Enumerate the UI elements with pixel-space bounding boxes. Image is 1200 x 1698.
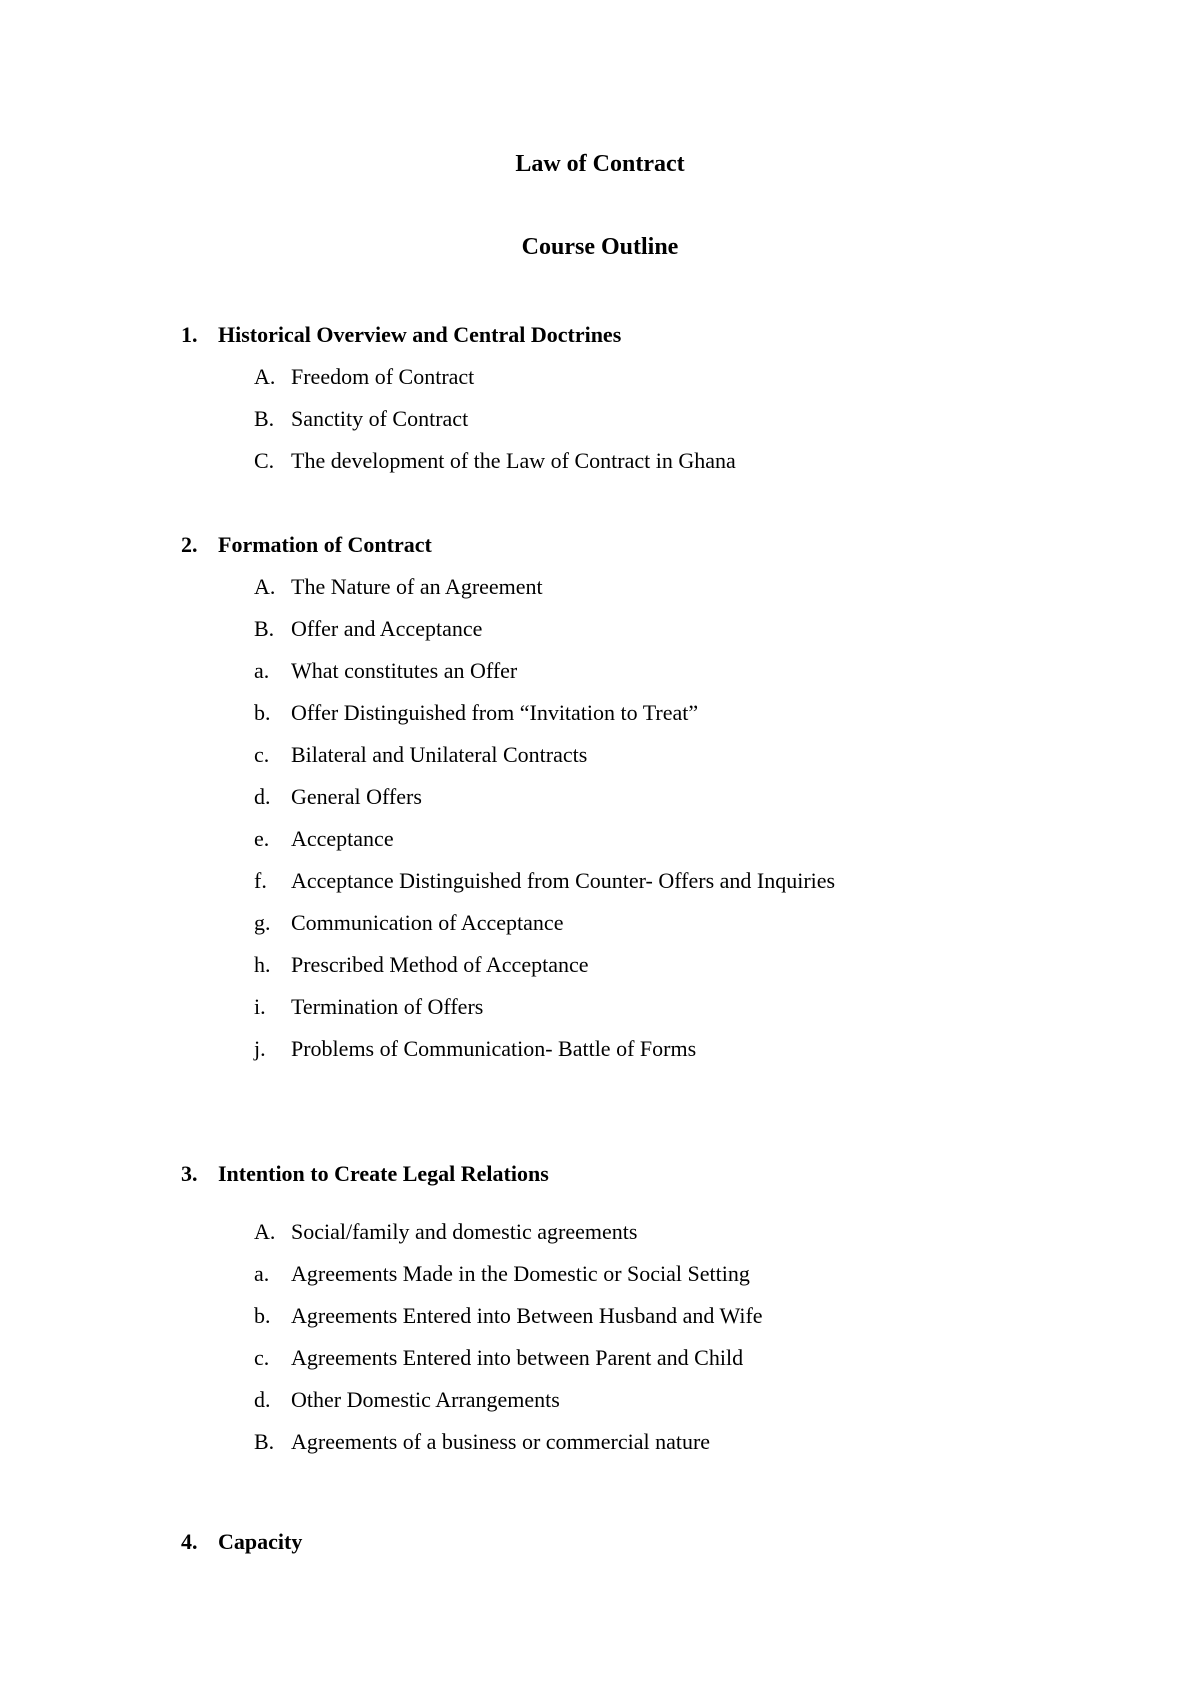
list-item-text: The development of the Law of Contract in Ghana	[291, 448, 736, 473]
document-title: Law of Contract	[515, 151, 685, 177]
list-item-text: Prescribed Method of Acceptance	[291, 952, 589, 977]
list-item-marker: c.	[254, 742, 270, 767]
list-item-text: Agreements Entered into Between Husband and Wife	[291, 1303, 763, 1328]
list-item-marker: C.	[254, 448, 275, 473]
list-item-text: Agreements Entered into between Parent and Child	[291, 1345, 744, 1370]
section-number: 2.	[181, 532, 198, 557]
list-item-text: Offer and Acceptance	[291, 616, 483, 641]
list-item-text: Communication of Acceptance	[291, 910, 564, 935]
section-number: 1.	[181, 322, 198, 347]
list-item-text: What constitutes an Offer	[291, 658, 518, 683]
list-item-marker: h.	[254, 952, 271, 977]
list-item-text: The Nature of an Agreement	[291, 574, 543, 599]
document-subtitle: Course Outline	[521, 234, 679, 260]
list-item-text: Agreements Made in the Domestic or Social Setting	[291, 1261, 750, 1286]
section-title: Capacity	[218, 1529, 303, 1554]
list-item-marker: A.	[254, 1219, 276, 1244]
section-title: Historical Overview and Central Doctrines	[218, 322, 622, 347]
list-item-text: Bilateral and Unilateral Contracts	[291, 742, 588, 767]
list-item-marker: B.	[254, 1429, 275, 1454]
list-item-marker: g.	[254, 910, 271, 935]
list-item-text: General Offers	[291, 784, 422, 809]
list-item-marker: B.	[254, 616, 275, 641]
list-item-marker: d.	[254, 1387, 271, 1412]
list-item-text: Termination of Offers	[291, 994, 484, 1019]
list-item-text: Offer Distinguished from “Invitation to Treat”	[291, 700, 699, 725]
list-item-marker: d.	[254, 784, 271, 809]
list-item-marker: j.	[254, 1036, 266, 1061]
list-item-text: Acceptance Distinguished from Counter- Offers and Inquiries	[291, 868, 836, 893]
list-item-marker: c.	[254, 1345, 270, 1370]
list-item-text: Freedom of Contract	[291, 364, 475, 389]
list-item-text: Agreements of a business or commercial nature	[291, 1429, 711, 1454]
section-title: Intention to Create Legal Relations	[218, 1161, 549, 1186]
list-item-text: Sanctity of Contract	[291, 406, 469, 431]
list-item-text: Other Domestic Arrangements	[291, 1387, 560, 1412]
list-item-marker: A.	[254, 364, 276, 389]
section-number: 3.	[181, 1161, 198, 1186]
list-item-marker: a.	[254, 1261, 270, 1286]
list-item-marker: b.	[254, 700, 271, 725]
list-item-marker: B.	[254, 406, 275, 431]
list-item-text: Problems of Communication- Battle of Forms	[291, 1036, 697, 1061]
list-item-marker: b.	[254, 1303, 271, 1328]
section-title: Formation of Contract	[218, 532, 432, 557]
list-item-marker: e.	[254, 826, 270, 851]
list-item-marker: i.	[254, 994, 266, 1019]
list-item-marker: a.	[254, 658, 270, 683]
list-item-marker: A.	[254, 574, 276, 599]
list-item-text: Acceptance	[291, 826, 394, 851]
list-item-text: Social/family and domestic agreements	[291, 1219, 638, 1244]
list-item-marker: f.	[254, 868, 267, 893]
section-number: 4.	[181, 1529, 198, 1554]
